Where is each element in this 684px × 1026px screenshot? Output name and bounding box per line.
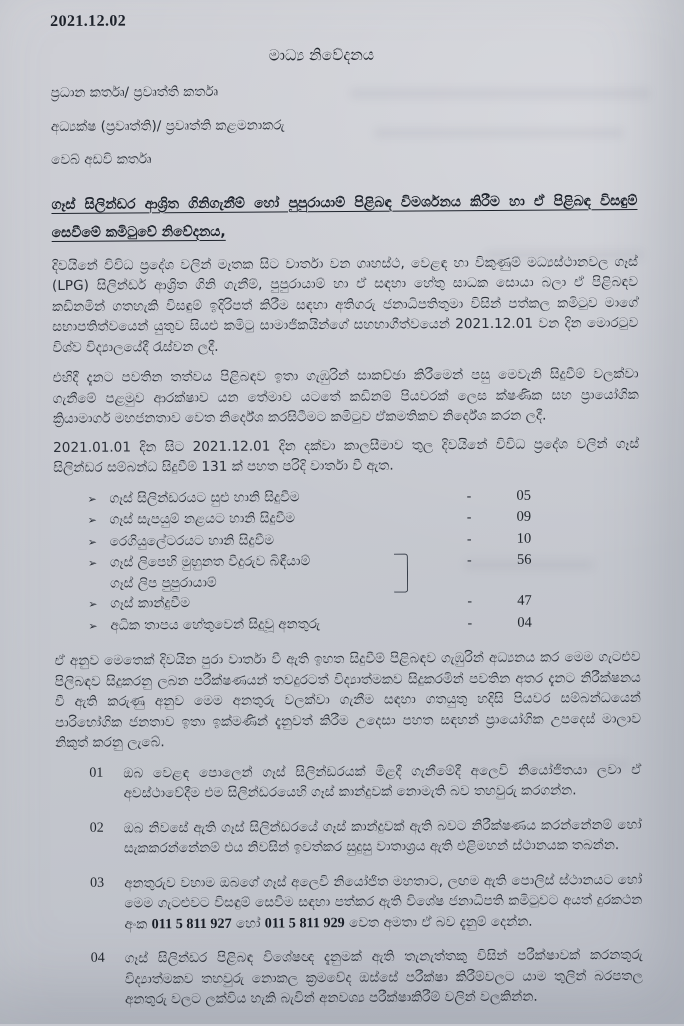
recipient-line: වෙබ් අඩවි කර්තෘ	[51, 151, 152, 169]
instruction-number: 04	[90, 950, 105, 966]
incident-label	[110, 550, 422, 593]
incident-dash: -	[466, 530, 472, 546]
arrow-bullet-icon: ➢	[88, 597, 98, 611]
phone-number: 011 5 811 927	[151, 915, 232, 932]
instruction-text	[124, 869, 642, 934]
instruction-text: ඔබ නිවසේ ඇති ගෑස් සිලින්ඩරයේ ගෑස් කාන්දුවක් ඇති බවට නිරීක්ෂණය කරන්නේනම් හෝ සැකකරන්නේනම් එය නිවසින් ඉවත්කර සුදුසු වාතාශ්‍රය ඇති එළිමහන් ස්ථානයක තබන්න.	[123, 816, 642, 857]
paragraph-advice-intro: ඒ අනුව මෙතෙක් දිවයින පුරා වාර්තා වී ඇති ඉහත සිදුවීම් පිළිබඳව ගැඹුරින් අධ්‍යනය කර මෙම ගැටළුව පිලිබඳව සිදුකරනු ලබන පරීක්ෂණයන් තවදුරටත් විද්‍යාත්මකව සිදුකරමින් පවතින අතර දැනට නිරීක්ෂනය වී ඇති කරුණු අනුව මෙම අනතුරු වලක්වා ගැනීම සඳහා ගතයුතු හදිසි පියවර සම්බන්ධයෙන් පාරිභෝගික ජනතාව ඉතා ඉක්මණින් දැනුවත් කිරීම උදෙසා පහත සඳහන් ප්‍රායෝගික උපදෙස් මාලාව නිකුත් කරනු ලැබේ.	[54, 648, 642, 752]
incident-dash: -	[467, 593, 473, 609]
instruction-item	[55, 759, 641, 804]
notice-heading: ගෑස් සිලින්ඩර ආශ්‍රිත ගිනිගැනීම් හෝ පුපුරායාම් පිළිබඳ විමර්ශනය කිරීම හා ඒ පිළිබඳ විසඳුම් සෙවීමේ කමිටුවේ නිවේදනය,	[51, 192, 638, 241]
instruction-item	[56, 814, 642, 859]
arrow-bullet-icon: ➢	[87, 492, 97, 506]
incident-value: 05	[516, 487, 532, 504]
recipient-line: ප්‍රධාන කර්තෘ/ ප්‍රවෘත්ති කර්තෘ	[50, 83, 219, 102]
recipient-line: අධ්‍යක්ෂ (ප්‍රවෘත්ති)/ ප්‍රවෘත්ති කළමනාකරු	[50, 116, 285, 135]
incident-label: රෙගියුලේටරයට හානි සිදුවීම	[109, 531, 275, 550]
arrow-bullet-icon: ➢	[87, 513, 97, 527]
incident-label: ගෑස් සිලින්ඩරයට සුළු හානි සිදුවීම	[109, 488, 300, 507]
incident-value: 04	[517, 614, 532, 631]
arrow-bullet-icon: ➢	[87, 556, 98, 570]
document-date: 2021.12.02	[50, 12, 127, 31]
instruction-text: ගෑස් සිලින්ඩර පිළිබඳ විශේෂඥ දැනුමක් ඇති තැනැත්තකු විසින් පරීක්ෂාවක් කරනතුරු විද්‍යාත්මකව තහවුරු නොකල ක්‍රමවේද ඔස්සේ පරීක්ෂා කිරීම්වලට යාම තුලින් බරපතල අනතුරු වලට ලක්විය හැකි බැවින් අනවශ්‍ය පරීක්ෂාකිරීම් වලින් වලකින්න.	[124, 946, 643, 1008]
phone-number: 011 5 811 929	[264, 914, 345, 932]
incident-label-line2: ගෑස් ලිප පුපුරායාම්	[110, 574, 217, 592]
instruction-number: 03	[90, 875, 105, 891]
document-title: මාධ්‍ය නිවේදනය	[268, 45, 375, 65]
grouping-bracket	[394, 554, 408, 593]
instruction-number: 02	[89, 820, 104, 836]
incident-value: 47	[517, 592, 532, 609]
incident-label: ගෑස් සැපයුම් නළයට හානි සිදුවීම	[109, 510, 296, 528]
instruction-text-segment: හෝ	[231, 915, 265, 932]
incident-value: 10	[516, 530, 532, 547]
instruction-text-segment: අනතුරුව වහාම ඔබගේ ගෑස් අලෙවි නියෝජිත මහතාට, ලඟම ඇති පොලිස් ස්ථානයට හෝ මෙම ගැටළුවට විසඳුම් සෙවීම සඳහා පත්කර ඇති විශේෂ ජනාධිපති කමිටුවට අයත් දුරකථන අංක	[124, 871, 643, 933]
incident-value: 09	[516, 508, 532, 525]
paragraph-committee-meeting: දිවයිනේ විවිධ ප්‍රදේශ වලින් මෑතක සිට වාර්තා වන ගෘහස්ථ, වෙළඳ හා විකුණුම් මධ්‍යස්ථානවල ගෑස් (LPG) සිලින්ඩර් ආශ්‍රිත ගිනි ගැනීම්, පුපුරායාම් හා ඒ සඳහා හේතු සාධක සොයා බලා ඒ පිළිබඳව කඩිනමින් ගතහැකි විසඳුම් ඉදිරිපත් කිරීම සඳහා අතිගරු ජනාධිපතිතුමා විසින් පත්කල කමිටුව මාගේ සභාපතිත්වයෙන් යුතුව සියළු කමිටු සාමාජිකයින්ගේ සහභාගීත්වයෙන් 2021.12.01 වන දින මොරටුව විශ්ව විද්‍යාලයේදී රැස්වන ලදී.	[51, 253, 639, 356]
paragraph-committee-decision: එහිදී දැනට පවතින තත්වය පිළිබඳව ඉතා ගැඹුරින් සාකච්ඡා කිරීමෙන් පසු මෙවැනි සිදුවීම් වලක්වා ගැනීමේ පළමුව ආරක්ෂාව යන තේමාව යටතේ කඩිනම් පියවරක් ලෙස ක්ෂණික සහ ප්‍රායෝගික ක්‍රියාමාර්ග මහජනතාව වෙත නිර්දේශ කරසිටීමට කමිටුව ඒකමතිකව නිර්දේශ කරන ලදී.	[52, 365, 639, 428]
incident-value: 56	[516, 551, 532, 568]
arrow-bullet-icon: ➢	[87, 535, 98, 549]
instruction-text: ඔබ වෙළඳ පොලෙන් ගෑස් සිලින්ඩරයක් මිළදී ගැනීමේදී අලෙවි නියෝජිතයා ලවා ඒ අවස්ථාවේදීම එම සිලින්ඩරයෙහි ගෑස් කාන්දුවක් නොමැති බව තහවුරු කරගන්න.	[123, 761, 642, 802]
arrow-bullet-icon: ➢	[88, 619, 98, 633]
incident-list	[53, 484, 640, 637]
incident-label: ගෑස් කාන්දුවීම	[110, 595, 191, 612]
incident-label-line1: ගෑස් ලිපෙහි මුහුනත වීදුරුව බිඳීයාම්	[109, 553, 311, 571]
instruction-text-segment: වෙත අමතා ඒ බව දැනුම් දෙන්න.	[344, 913, 533, 931]
incident-row	[54, 549, 640, 594]
incident-dash: -	[467, 552, 472, 568]
incident-dash: -	[466, 487, 472, 503]
incident-row	[54, 611, 640, 637]
incident-dash: -	[466, 509, 472, 525]
recipient-list	[51, 79, 638, 171]
paragraph-stats-intro: 2021.01.01 දින සිට 2021.12.01 දින දක්වා කාලසීමාව තුල දිවයිනේ විවිධ ප්‍රදේශ වලින් ගෑස් සිලින්ඩර සම්බන්ධ සිදුවීම් 131 ක් පහත පරිදි වාර්තා වී ඇත.	[53, 435, 640, 477]
instruction-item	[56, 869, 642, 935]
instruction-number: 01	[89, 765, 104, 781]
instruction-item	[57, 945, 643, 1011]
incident-label: අධික තාපය හේතුවෙන් සිදුවූ අනතුරු	[110, 615, 321, 634]
incident-dash: -	[467, 614, 473, 630]
